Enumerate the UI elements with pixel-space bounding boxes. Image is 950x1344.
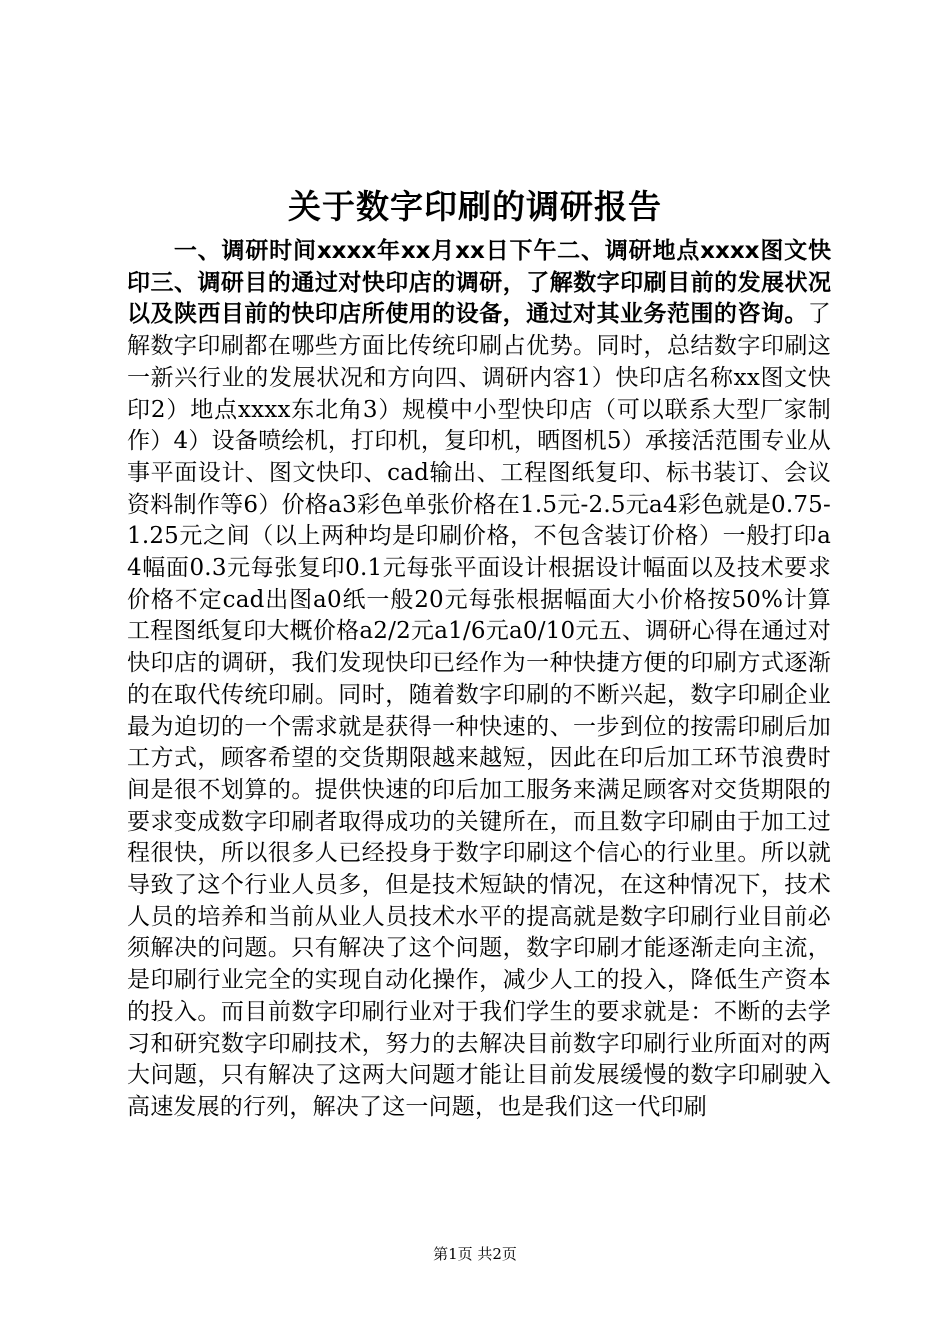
document-body <box>127 236 831 1124</box>
document-title: 关于数字印刷的调研报告 <box>288 187 662 226</box>
lead-paragraph: 一、调研时间xxxx年xx月xx日下午二、调研地点xxxx图文快印三、调研目的通过对快印店的调研，了解数字印刷目前的发展状况以及陕西目前的快印店所使用的设备，通过对其业务范围的咨询。 <box>127 238 831 328</box>
page-footer: 第1页 共2页 <box>433 1245 517 1263</box>
body-paragraph: 了解数字印刷都在哪些方面比传统印刷占优势。同时，总结数字印刷这一新兴行业的发展状况和方向四、调研内容1）快印店名称xx图文快印2）地点xxxx东北角3）规模中小型快印店（可以联系大型厂家制作）4）设备喷绘机，打印机，复印机，晒图机5）承接活范围专业从事平面设计、图文快印、cad输出、工程图纸复印、标书装订、会议资料制作等6）价格a3彩色单张价格在1.5元-2.5元a4彩色就是0.75-1.25元之间（以上两种均是印刷价格，不包含装订价格）一般打印a4幅面0.3元每张复印0.1元每张平面设计根据设计幅面以及技术要求价格不定cad出图a0纸一般20元每张根据幅面大小价格按50%计算工程图纸复印大概价格a2/2元a1/6元a0/10元五、调研心得在通过对快印店的调研，我们发现快印已经作为一种快捷方便的印刷方式逐渐的在取代传统印刷。同时，随着数字印刷的不断兴起，数字印刷企业最为迫切的一个需求就是获得一种快速的、一步到位的按需印刷后加工方式，顾客希望的交货期限越来越短，因此在印后加工环节浪费时间是很不划算的。提供快速的印后加工服务来满足顾客对交货期限的要求变成数字印刷者取得成功的关键所在，而且数字印刷由于加工过程很快，所以很多人已经投身于数字印刷这个信心的行业里。所以就导致了这个行业人员多，但是技术短缺的情况，在这种情况下，技术人员的培养和当前从业人员技术水平的提高就是数字印刷行业目前必须解决的问题。只有解决了这个问题，数字印刷才能逐渐走向主流，是印刷行业完全的实现自动化操作，减少人工的投入，降低生产资本的投入。而目前数字印刷行业对于我们学生的要求就是：不断的去学习和研究数字印刷技术，努力的去解决目前数字印刷行业所面对的两大问题，只有解决了这两大问题才能让目前发展缓慢的数字印刷驶入高速发展的行列，解决了这一问题，也是我们这一代印刷 <box>127 301 831 1120</box>
